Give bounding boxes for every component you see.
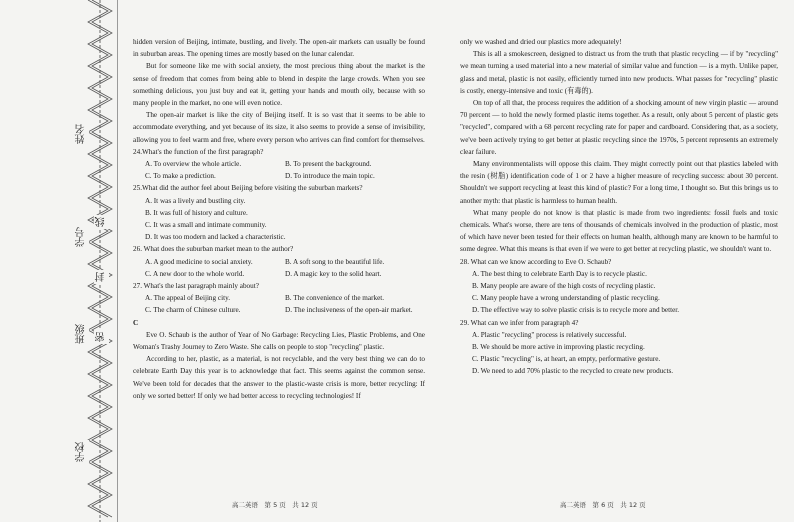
q29-option-a[interactable]: A. Plastic "recycling" process is relatively successful.	[472, 330, 627, 339]
left-column	[133, 36, 425, 402]
q26-option-a[interactable]: A. A good medicine to social anxiety.	[145, 257, 253, 266]
section-c-paragraph-2: According to her, plastic, as a material, is not recyclable, and the very best thing we can do to celebrate Earth Day this year is to acknowledge that fact. This seems against the common sense. We've been told for decades that the answer to the plastic-waste crisis is more, better recycling: If only we sorted better! If only we had better access to recycling technologies! If	[133, 355, 425, 400]
class-label: 班级	[76, 324, 87, 344]
right-paragraph-0: only we washed and dried our plastics more adequately!	[460, 38, 622, 46]
right-paragraph-3: Many environmentalists will oppose this claim. They might correctly point out that plastics labeled with the resin (树脂) identification code of 1 or 2 have a higher measure of recycling success: about 30 percent. Shouldn't we support recycling at least this kind of plastic? For a long time, I thought so. But this brings us to another myth: that plastic is harmless to human health.	[460, 160, 778, 205]
q25-option-c[interactable]: C. It was a small and intimate community.	[145, 221, 267, 230]
q25-option-b[interactable]: B. It was full of history and culture.	[145, 208, 248, 217]
q25-option-d[interactable]: D. It was too modern and lacked a characteristic.	[145, 233, 286, 242]
page-footer-right: 高二英语 第 6 页 共 12 页	[560, 501, 646, 509]
left-paragraph-2: But for someone like me with social anxiety, the most precious thing about the market is the sense of freedom that comes from being able to blend in despite the large crowds. When you see something delicious, you just buy and eat it, getting your hands and mouth oily, because with so many people in the market, no one will even notice.	[133, 62, 425, 108]
cut-line-mark-line: 线	[96, 217, 107, 227]
right-column	[460, 36, 778, 378]
question-26: 26. What does the suburban market mean to the author?	[133, 245, 294, 254]
page-footer-left: 高二英语 第 5 页 共 12 页	[232, 501, 318, 509]
right-paragraph-4: What many people do not know is that plastic is made from two ingredients: fossil fuels and toxic chemicals. What's worse, there are tens of thousands of chemicals involved in the production of plastic, most of which have never been tested for their effects on human health, although many are known to be harmful to some degree. What this means is that even if we were to get better at recycling plastic, we shouldn't want to.	[460, 208, 778, 254]
q28-option-c[interactable]: C. Many people have a wrong understanding of plastic recycling.	[472, 294, 660, 303]
student-id-label: 学号	[76, 227, 87, 247]
binding-margin	[0, 0, 118, 522]
q26-option-d[interactable]: D. A magic key to the solid heart.	[285, 269, 382, 278]
q24-option-a[interactable]: A. To overview the whole article.	[145, 160, 242, 169]
q24-option-d[interactable]: D. To introduce the main topic.	[285, 172, 375, 181]
question-25: 25.What did the author feel about Beijing before visiting the suburban markets?	[133, 184, 363, 193]
section-c-heading: C	[133, 318, 139, 327]
zigzag-seal-line	[0, 0, 118, 522]
cut-line-mark-seal: 封	[96, 272, 107, 282]
q24-option-c[interactable]: C. To make a prediction.	[145, 172, 216, 181]
q27-option-d[interactable]: D. The inclusiveness of the open-air market.	[285, 306, 413, 315]
q26-option-c[interactable]: C. A new door to the whole world.	[145, 269, 245, 278]
q28-option-a[interactable]: A. The best thing to celebrate Earth Day is to recycle plastic.	[472, 269, 647, 278]
name-label: 姓名	[76, 124, 87, 144]
left-paragraph-1: hidden version of Beijing, intimate, bustling, and lively. The open-air markets can usually be found in suburban areas. The opening times are mostly based on the lunar calendar.	[133, 38, 425, 59]
q29-option-d[interactable]: D. We need to add 70% plastic to the recycled to create new products.	[472, 367, 674, 376]
right-paragraph-1: This is all a smokescreen, designed to distract us from the truth that plastic recycling — if by "recycling" we mean turning a used material into a new material of similar value and function — is a myth. Unlike paper, glass and metal, plastic is not easily, efficiently turned into new products. What passes for "recycling" plastic is costly, energy-intensive and toxic (有毒的).	[460, 50, 778, 95]
school-label: 学校	[76, 442, 87, 462]
q26-option-b[interactable]: B. A soft song to the beautiful life.	[285, 257, 385, 266]
question-28: 28. What can we know according to Eve O. Schaub?	[460, 257, 612, 266]
q29-option-c[interactable]: C. Plastic "recycling" is, at heart, an empty, performative gesture.	[472, 355, 661, 364]
q27-option-b[interactable]: B. The convenience of the market.	[285, 294, 385, 303]
q27-option-a[interactable]: A. The appeal of Beijing city.	[145, 294, 231, 303]
cut-line-mark-dense: 密	[96, 332, 107, 342]
q28-option-b[interactable]: B. Many people are aware of the high costs of recycling plastic.	[472, 282, 656, 291]
section-c-paragraph-1: Eve O. Schaub is the author of Year of No Garbage: Recycling Lies, Plastic Problems, and One Woman's Trashy Journey to Zero Waste. She calls on people to stop "recycling" plastic.	[133, 330, 425, 352]
q29-option-b[interactable]: B. We should be more active in improving plastic recycling.	[472, 343, 645, 352]
right-paragraph-2: On top of all that, the process requires the addition of a shocking amount of new virgin plastic — around 70 percent — to hold the newly formed plastic items together. As a result, only about 5 percent of plastic gets "recycled", compared with a 68 percent recycling rate for paper and cardboard. Considering that, as a society, we've been actively trying to get better at plastic recycling since the 1970s, 5 percent represents an extremely clear failure.	[460, 99, 778, 156]
q25-option-a[interactable]: A. It was a lively and bustling city.	[145, 196, 246, 205]
question-24: 24.What's the function of the first paragraph?	[133, 147, 264, 156]
q24-option-b[interactable]: B. To present the background.	[285, 160, 372, 169]
left-paragraph-3: The open-air market is like the city of Beijing itself. It is so vast that it seems to be able to accommodate everything, and yet because of its size, it also seems to provide a sense of invisibility, allowing you to feel warm and free, where every person who arrives can find comfort for themselves.	[133, 111, 425, 144]
question-29: 29. What can we infer from paragraph 4?	[460, 318, 579, 327]
question-27: 27. What's the last paragraph mainly about?	[133, 282, 259, 291]
q28-option-d[interactable]: D. The effective way to solve plastic crisis is to recycle more and better.	[472, 306, 680, 315]
q27-option-c[interactable]: C. The charm of Chinese culture.	[145, 306, 241, 315]
